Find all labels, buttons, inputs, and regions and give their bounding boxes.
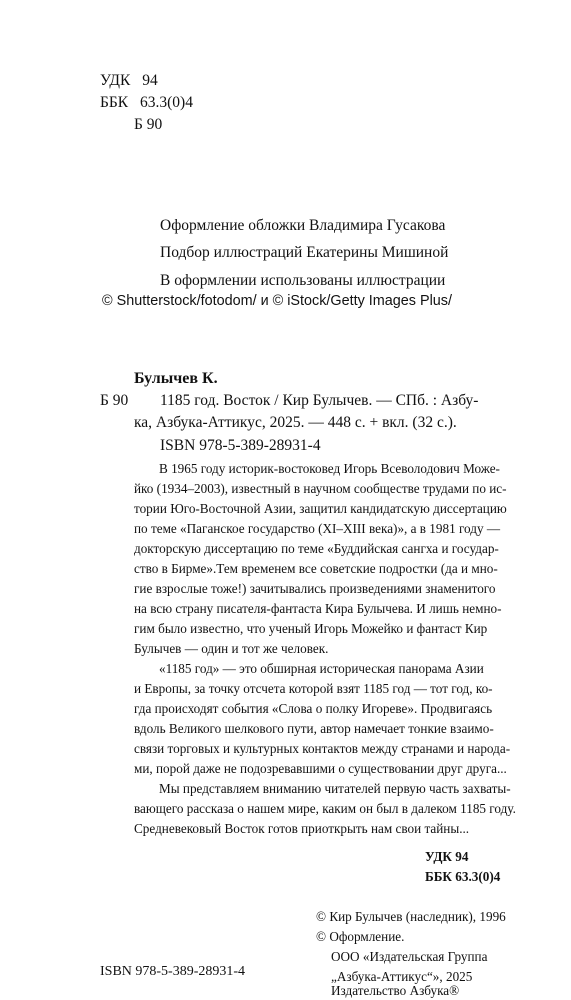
copyright-publisher-2: „Азбука-Аттикус“», 2025 <box>331 969 473 984</box>
annotation-line: по теме «Паганское государство (XI–XIII века)», а в 1981 году — <box>134 521 501 536</box>
annotation-line: докторскую диссертацию по теме «Буддийская сангха и государ- <box>134 541 499 556</box>
copyright-author: © Кир Булычев (наследник), 1996 <box>316 909 506 924</box>
annotation-line: и Европы, за точку отсчета которой взят 1185 год — тот год, ко- <box>134 681 493 696</box>
bottom-bbk: ББК 63.3(0)4 <box>425 869 501 884</box>
annotation-line: Булычев — один и тот же человек. <box>134 641 329 656</box>
author-mark-top: Б 90 <box>134 116 163 133</box>
copyright-publisher-3: Издательство Азбука® <box>331 983 460 998</box>
bbk-value: 63.3(0)4 <box>140 94 193 111</box>
cover-design-credit: Оформление обложки Владимира Гусакова <box>160 217 446 234</box>
annotation-line: связи торговых и культурных контактов между странами и народа- <box>134 741 511 756</box>
bib-line-1: 1185 год. Восток / Кир Булычев. — СПб. : Азбу- <box>160 392 479 409</box>
bbk-line <box>100 94 193 112</box>
bib-line-2: ка, Азбука-Аттикус, 2025. — 448 с. + вкл. (32 с.). <box>134 414 457 431</box>
illustrations-selection-credit: Подбор иллюстраций Екатерины Мишиной <box>160 244 449 261</box>
annotation-line: йко (1934–2003), известный в научном сообществе трудами по ис- <box>134 481 507 496</box>
copyright-design: © Оформление. <box>316 929 405 944</box>
annotation-line: на всю страну писателя-фантаста Кира Булычева. И лишь немно- <box>134 601 502 616</box>
annotation-line: вающего рассказа о нашем мире, каким он был в далеком 1185 году. <box>134 801 516 816</box>
udk-label: УДК <box>100 72 131 89</box>
annotation-line: ми, порой даже не подозревавшими о существовании друг друга... <box>134 761 507 776</box>
annotation-line: Средневековый Восток готов приоткрыть нам свои тайны... <box>134 821 470 836</box>
illustrations-used-credit: В оформлении использованы иллюстрации <box>160 272 446 289</box>
copyright-publisher-1: ООО «Издательская Группа <box>331 949 488 964</box>
udk-line <box>100 72 158 90</box>
author-mark: Б 90 <box>100 392 129 409</box>
annotation-line: «1185 год» — это обширная историческая панорама Азии <box>159 661 484 676</box>
illustration-sources: © Shutterstock/fotodom/ и © iStock/Getty Images Plus/ <box>102 293 452 309</box>
annotation-line: ство в Бирме».Тем временем все советские подростки (да и мно- <box>134 561 498 576</box>
annotation-line: гие взрослые тоже!) зачитывались произведениями знаменитого <box>134 581 496 596</box>
isbn-bottom: ISBN 978-5-389-28931-4 <box>100 964 246 979</box>
author-heading: Булычев К. <box>134 370 218 387</box>
annotation-line: В 1965 году историк-востоковед Игорь Всеволодович Може- <box>159 461 500 476</box>
annotation-line: гда происходят события «Слова о полку Игореве». Продвигаясь <box>134 701 493 716</box>
annotation-line: тории Юго-Восточной Азии, защитил кандидатскую диссертацию <box>134 501 507 516</box>
annotation-line: гим было известно, что ученый Игорь Можейко и фантаст Кир <box>134 621 488 636</box>
bottom-udk: УДК 94 <box>425 849 469 864</box>
bbk-label: ББК <box>100 94 129 111</box>
annotation-line: Мы представляем вниманию читателей первую часть захваты- <box>159 781 511 796</box>
isbn-line: ISBN 978-5-389-28931-4 <box>160 437 321 454</box>
udk-value: 94 <box>142 72 158 89</box>
annotation-line: вдоль Великого шелкового пути, автор намечает тонкие взаимо- <box>134 721 494 736</box>
